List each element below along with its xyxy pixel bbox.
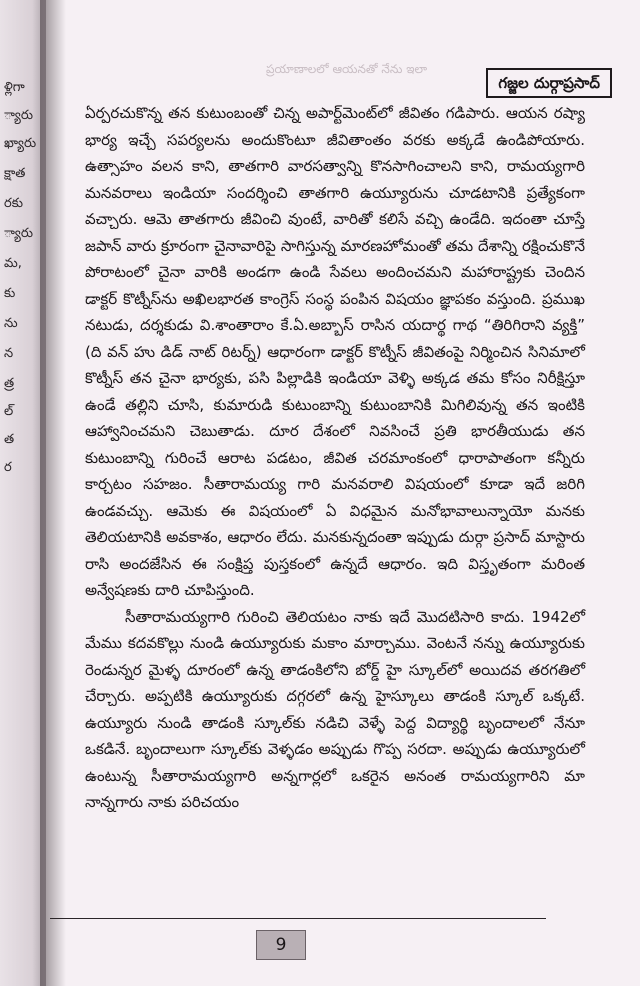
facing-page-fragment: రకు [4, 196, 23, 211]
body-text [85, 100, 585, 816]
facing-page-fragment: మ, [4, 256, 22, 271]
page-number: 9 [256, 930, 306, 960]
facing-page-fragment: ళ్లిగా [4, 80, 25, 95]
facing-page-fragment: ను [4, 316, 18, 331]
paragraph: ఏర్పరచుకొన్న తన కుటుంబంతో చిన్న అపార్ట్‌మెంట్‌లో జీవితం గడిపారు. ఆయన రష్యా భార్య ఇచ్చే సపర్యలను అందుకొంటూ జీవితాంతం వరకు అక్కడే ఉండిపోయారు. ఉత్సాహం వలన కాని, తాతగారి వారసత్వాన్ని కొనసాగించాలని కాని, రామయ్యగారి మనవరాలు ఇండియా సందర్శించి తాతగారి ఉయ్యూరును చూడటానికి ప్రత్యేకంగా వచ్చారు. ఆమె తాతగారు జీవించి వుంటే, వారితో కలిసే వచ్చి ఉండేది. ఇదంతా చూస్తే జపాన్ వారు క్రూరంగా చైనావారిపై సాగిస్తున్న మారణహోమంతో తమ దేశాన్ని రక్షించుకొనే పోరాటంలో చైనా వారికి అండగా ఉండి సేవలు అందించమని మహారాష్ట్రకు చెందిన డాక్టర్ కొట్నీస్‌ను అఖిలభారత కాంగ్రెస్ సంస్థ పంపిన విషయం జ్ఞాపకం వస్తుంది. ప్రముఖ నటుడు, దర్శకుడు వి.శాంతారాం కే.ఏ.అబ్బాస్ రాసిన యదార్థ గాథ “తిరిగిరాని వ్యక్తి” (ది వన్ హు డిడ్ నాట్ రిటర్న్) ఆధారంగా డాక్టర్ కొట్నీస్ జీవితంపై నిర్మించిన సినిమాలో కొట్నీస్ తన చైనా భార్యకు, పసి పిల్లాడికి ఇండియా వెళ్ళి అక్కడ తమ కోసం నిరీక్షిస్తూ ఉండే తల్లిని చూసి, కుమారుడి కుటుంబాన్ని కుటుంబానికి మిగిలివున్న తన ఇంటికి ఆహ్వానించమని చెబుతాడు. దూర దేశంలో నివసించే ప్రతి భారతీయుడు తన కుటుంబాన్ని గురించే ఆరాట పడటం, జీవిత చరమాంకంలో ధారాపాతంగా కన్నీరు కార్చటం సహజం. సీతారామయ్య గారి మనవరాలి విషయంలో కూడా ఇదే జరిగి ఉండవచ్చు. ఆమెకు ఈ విషయంలో ఏ విధమైన మనోభావాలున్నాయో మనకు తెలియటానికి అవకాశం, ఆధారం లేదు. మనకున్నదంతా ఇప్పుడు దుర్గా ప్రసాద్ మాస్టారు రాసి అందజేసిన ఈ సంక్షిప్త పుస్తకంలో ఉన్నదే ఆధారం. ఇది విస్తృతంగా మరింత అన్వేషణకు దారి చూపిస్తుంది. [85, 104, 585, 599]
facing-page-fragment: ల్ [4, 404, 14, 419]
facing-page-fragment: త [4, 432, 15, 447]
spine-shadow [40, 0, 66, 986]
facing-page-fragment: క్షాత [4, 166, 26, 181]
facing-page-fragment: త్ర [4, 376, 15, 391]
facing-page-fragment: ్యారు [4, 226, 34, 241]
facing-page-fragment: న [4, 346, 14, 361]
paragraph: సీతారామయ్యగారి గురించి తెలియటం నాకు ఇదే మొదటిసారి కాదు. 1942లో మేము కదవకొల్లు నుండి ఉయ్యూరుకు మకాం మార్చాము. వెంటనే నన్ను ఉయ్యూరుకు రెండున్నర మైళ్ళ దూరంలో ఉన్న తాడంకిలోని బోర్డ్ హై స్కూల్‌లో అయిదవ తరగతిలో చేర్చారు. అప్పటికి ఉయ్యూరుకు దగ్గరలో ఉన్న హైస్కూలు తాడంకి స్కూల్ ఒక్కటే. ఉయ్యూరు నుండి తాడంకి స్కూల్‌కు నడిచి వెళ్ళే పెద్ద విద్యార్థి బృందాలలో నేనూ ఒకడినే. బృందాలుగా స్కూల్‌కు వెళ్ళడం అప్పుడు గొప్ప సరదా. అప్పుడు ఉయ్యూరులో ఉంటున్న సీతారామయ్యగారి అన్నగార్లలో ఒకరైన అనంత రామయ్యగారిని మా నాన్నగారు నాకు పరిచయం [85, 607, 585, 811]
facing-page-fragment: ఖ్యారు [4, 136, 37, 151]
facing-page-fragment: కు [4, 286, 16, 301]
facing-page-fragment: ర [4, 460, 12, 475]
footer-rule [50, 918, 546, 919]
bleed-through-header: ప్రయాణాలలో ఆయనతో నేను ఇలా [266, 62, 428, 76]
author-header-box: గజ్జల దుర్గాప్రసాద్ [486, 68, 612, 98]
facing-page-fragment: ్యారు [4, 108, 34, 123]
